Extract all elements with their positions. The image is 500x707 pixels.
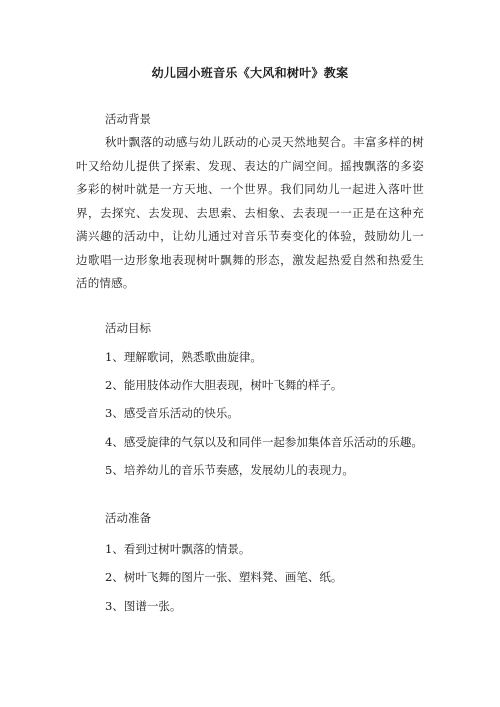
document-title: 幼儿园小班音乐《大风和树叶》教案: [151, 66, 349, 80]
background-paragraph: 秋叶飘落的动感与幼儿跃动的心灵天然地契合。丰富多样的树叶又给幼儿提供了探索、发现、表达的广阔空间。摇拽飘落的多姿多彩的树叶就是一方天地、一个世界。我们同幼儿一起进入落叶世界，去探究、去发现、去思索、去相象、去表现一一正是在这种充满兴趣的活动中，让幼儿通过对音乐节奏变化的体验，鼓励幼儿一边歌唱一边形象地表现树叶飘舞的形态，激发起热爱自然和热爱生活的情感。: [76, 135, 424, 290]
section-heading-objectives: 活动目标: [105, 321, 151, 335]
objective-item: 3、感受音乐活动的快乐。: [105, 406, 239, 420]
section-heading-background: 活动背景: [105, 112, 151, 126]
objective-item: 4、感受旋律的气氛以及和同伴一起参加集体音乐活动的乐趣。: [105, 435, 423, 449]
objective-item: 5、培养幼儿的音乐节奏感，发展幼儿的表现力。: [105, 463, 354, 477]
objective-item: 2、能用肢体动作大胆表现，树叶飞舞的样子。: [105, 378, 343, 392]
preparation-item: 2、树叶飞舞的图片一张、塑料凳、画笔、纸。: [105, 570, 343, 584]
preparation-item: 1、看到过树叶飘落的情景。: [105, 542, 251, 556]
objective-item: 1、理解歌词，熟悉歌曲旋律。: [105, 350, 262, 364]
section-heading-preparation: 活动准备: [105, 511, 151, 525]
preparation-item: 3、图谱一张。: [105, 599, 182, 613]
